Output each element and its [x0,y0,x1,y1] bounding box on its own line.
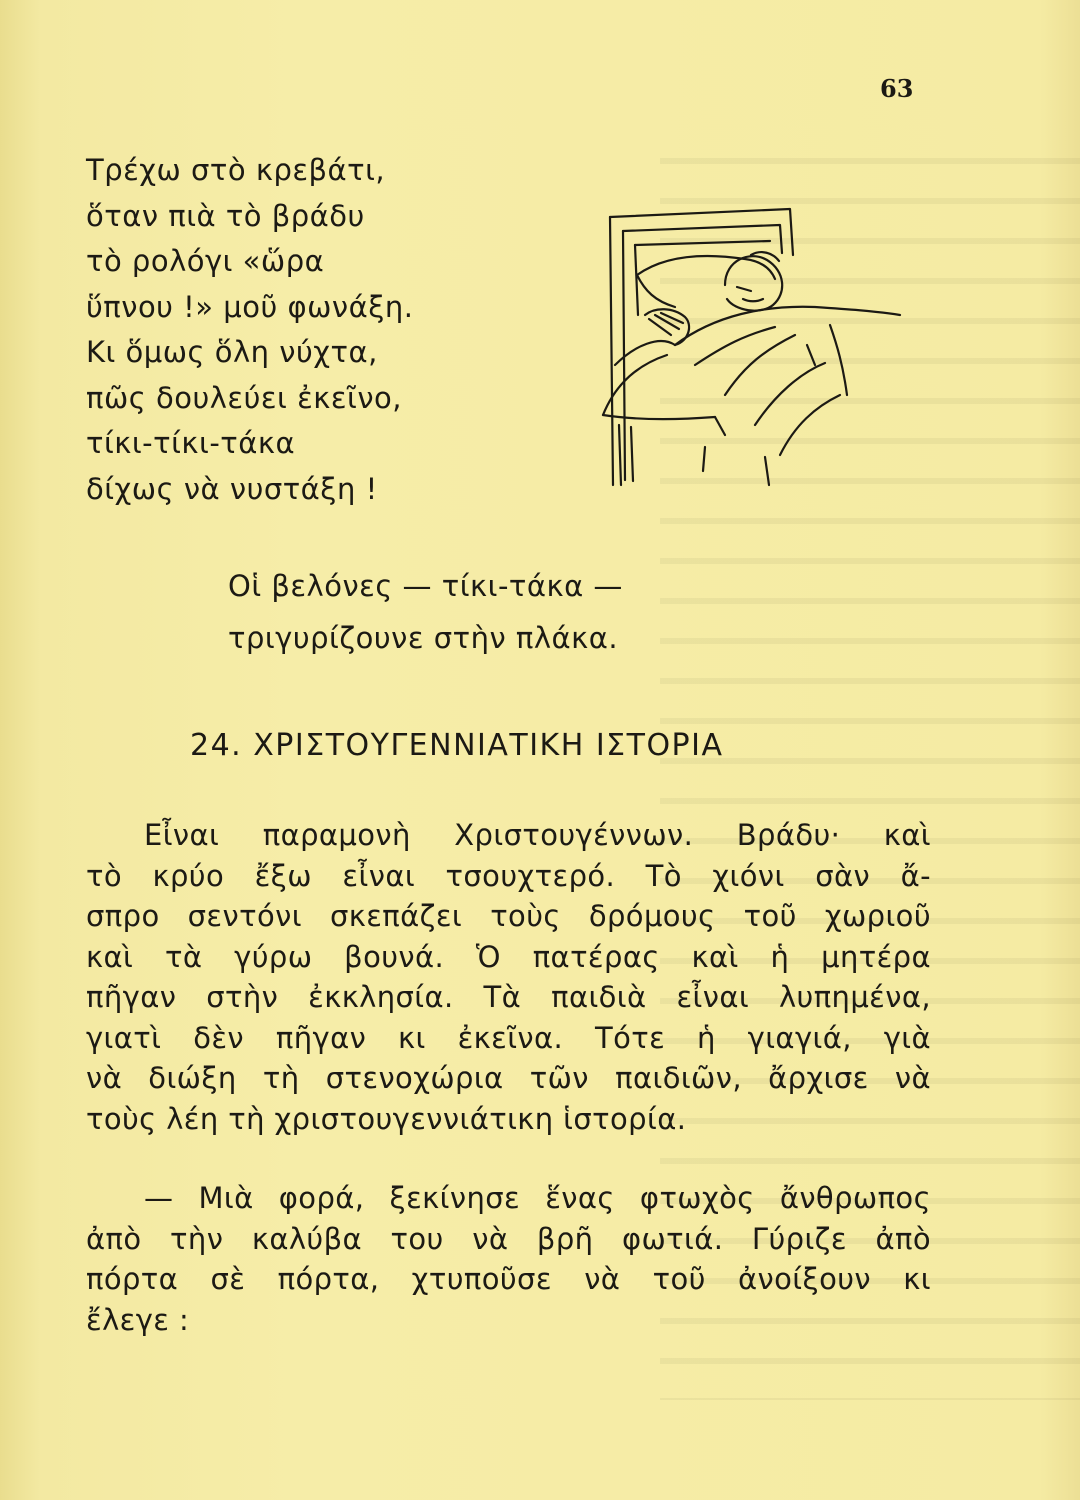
poem-line: τίκι-τίκι-τάκα [86,426,296,460]
paragraph [86,815,931,1139]
paragraph-line: ἀπὸ τὴν καλύβα του νὰ βρῆ φωτιά. Γύριζε ἀπὸ [86,1221,931,1256]
paragraph-line: γιατὶ δὲν πῆγαν κι ἐκεῖνα. Τότε ἡ γιαγιά, γιὰ [86,1020,931,1055]
paragraph-line: τοὺς λέη τὴ χριστουγεννιάτικη ἱστορία. [86,1101,687,1136]
paragraph-line: νὰ διώξη τὴ στενοχώρια τῶν παιδιῶν, ἄρχισε νὰ [86,1061,931,1095]
poem-line: ὕπνου !» μοῦ φωνάξη. [86,289,414,324]
chapter-title: 24. ΧΡΙΣΤΟΥΓΕΝΝΙΑΤΙΚΗ ΙΣΤΟΡΙΑ [190,728,724,763]
paragraph-line: πῆγαν στὴν ἐκκλησία. Τὰ παιδιὰ εἶναι λυπημένα, [86,980,931,1014]
poem-refrain [228,560,728,664]
paragraph-line: καὶ τὰ γύρω βουνά. Ὁ πατέρας καὶ ἡ μητέρα [86,939,931,974]
paragraph-line: — Μιὰ φορά, ξεκίνησε ἕνας φτωχὸς ἄνθρωπος [144,1181,931,1215]
poem-line: πῶς δουλεύει ἐκεῖνο, [86,380,402,415]
refrain-line: τριγυρίζουνε στὴν πλάκα. [228,621,619,655]
paragraph-line: σπρο σεντόνι σκεπάζει τοὺς δρόμους τοῦ χωριοῦ [86,899,931,933]
refrain-line: Οἱ βελόνες — τίκι-τάκα — [228,569,623,603]
page-number: 63 [880,74,914,103]
poem-line: τὸ ρολόγι «ὥρα [86,244,325,278]
paragraph-line: Εἶναι παραμονὴ Χριστουγέννων. Βράδυ· καὶ [144,818,931,852]
sleeping-child-in-bed-drawing [575,195,915,495]
poem-line: Τρέχω στὸ κρεβάτι, [86,153,386,187]
paragraph-line: ἔλεγε : [86,1302,190,1337]
paragraph-line: πόρτα σὲ πόρτα, χτυποῦσε νὰ τοῦ ἀνοίξουν κι [86,1262,931,1296]
poem-stanza [86,148,466,512]
poem-line: δίχως νὰ νυστάξη ! [86,471,378,506]
poem-line: Κι ὅμως ὅλη νύχτα, [86,335,378,369]
paragraph-line: τὸ κρύο ἔξω εἶναι τσουχτερό. Τὸ χιόνι σὰν ἄ- [86,858,931,893]
paragraph [86,1178,931,1340]
poem-line: ὅταν πιὰ τὸ βράδυ [86,198,365,233]
